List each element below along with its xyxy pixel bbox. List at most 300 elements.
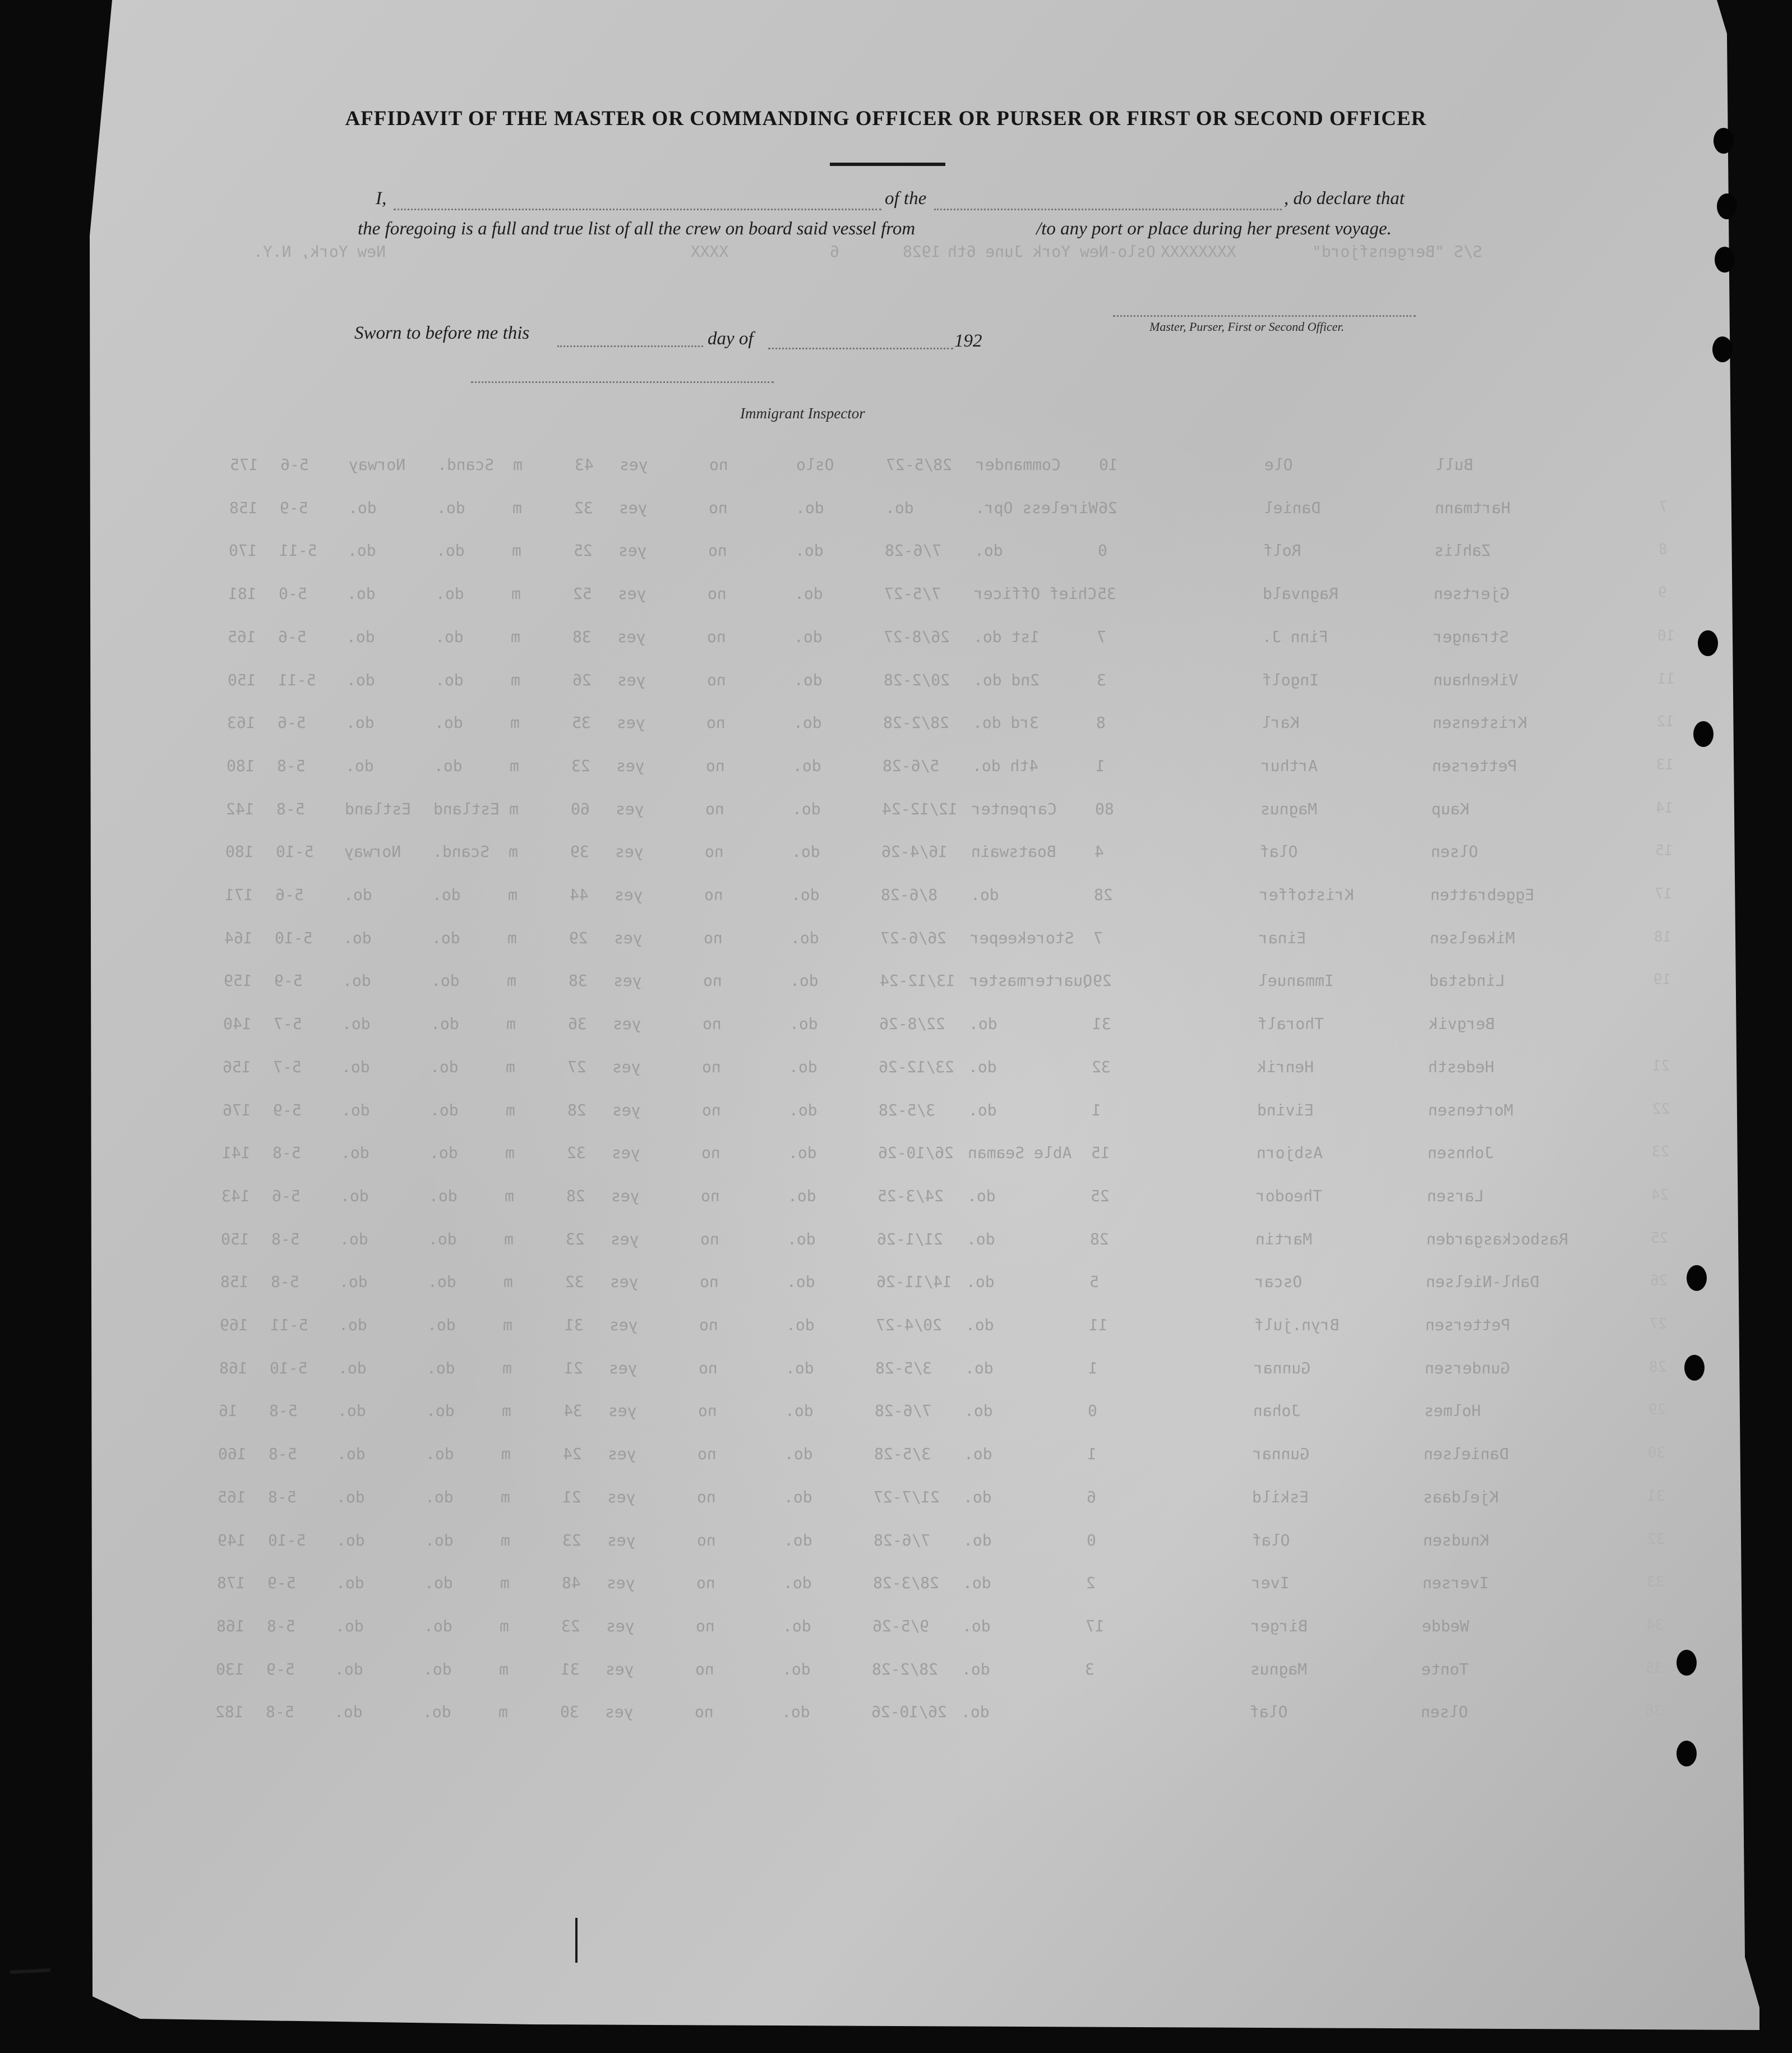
row-number: 22 xyxy=(1652,1101,1670,1118)
row-able-to-read: yes xyxy=(613,971,642,990)
row-years: 10 xyxy=(1099,455,1118,474)
row-position: Wireless Opr. xyxy=(975,499,1098,517)
row-position: do. xyxy=(963,1531,992,1549)
row-race: do. xyxy=(432,929,460,947)
row-first-name: Martin xyxy=(1255,1230,1312,1248)
row-height: 5-6 xyxy=(275,885,304,904)
row-first-name: Magnus xyxy=(1260,800,1317,818)
row-first-name: Rolf xyxy=(1263,541,1301,560)
row-number: 18 xyxy=(1654,929,1672,945)
row-first-name: Magnus xyxy=(1250,1660,1307,1678)
row-weight: 182 xyxy=(215,1703,244,1721)
row-height: 5-6 xyxy=(277,713,306,732)
row-engaged-date: 5/6-28 xyxy=(882,756,939,775)
row-surname: Lindstad xyxy=(1429,971,1505,990)
row-race: do. xyxy=(427,1272,456,1291)
row-age: 23 xyxy=(571,756,590,775)
row-height: 5-6 xyxy=(278,628,307,646)
crew-row xyxy=(0,1531,1792,1553)
row-race: do. xyxy=(436,584,464,603)
show-through-header-4: 6 xyxy=(830,242,839,261)
row-discharged: no xyxy=(708,584,727,603)
row-discharged: no xyxy=(703,971,722,990)
row-engaged-date: 9/5-26 xyxy=(872,1617,929,1635)
row-years: 1 xyxy=(1091,1101,1101,1119)
row-number: 7 xyxy=(1659,499,1668,515)
row-age: 25 xyxy=(574,541,593,560)
row-height: 5-8 xyxy=(269,1445,297,1463)
row-height: 5-7 xyxy=(274,1014,302,1033)
row-position: do. xyxy=(968,1058,997,1076)
row-age: 29 xyxy=(569,929,588,947)
row-years: 8 xyxy=(1096,713,1106,732)
row-first-name: Finn J. xyxy=(1262,628,1329,646)
row-engaged-place: do. xyxy=(792,800,821,818)
row-weight: 180 xyxy=(225,842,254,861)
row-engaged-place: do. xyxy=(787,1230,816,1248)
row-age: 23 xyxy=(565,1230,585,1248)
show-through-header-3: 1928 xyxy=(903,242,941,261)
row-race: do. xyxy=(430,1058,459,1076)
row-age: 34 xyxy=(564,1401,583,1420)
row-position: do. xyxy=(963,1488,992,1506)
row-race: do. xyxy=(428,1187,458,1205)
row-years: 5 xyxy=(1089,1272,1099,1291)
row-weight: 150 xyxy=(220,1230,250,1248)
row-engaged-date: 28/3-28 xyxy=(872,1574,939,1592)
row-first-name: Ole xyxy=(1264,455,1293,474)
row-first-name: Ingolf xyxy=(1262,671,1319,689)
row-able-to-read: yes xyxy=(605,1660,634,1678)
row-position: do. xyxy=(971,885,999,904)
row-engaged-date: 20/2-28 xyxy=(883,671,950,689)
row-discharged: no xyxy=(701,1143,721,1162)
row-years: 7 xyxy=(1097,628,1107,646)
row-nationality: do. xyxy=(335,1574,364,1592)
row-sex: m xyxy=(507,929,517,947)
row-nationality: do. xyxy=(336,1488,365,1506)
declaration-i-label: I, xyxy=(376,188,387,209)
row-race: do. xyxy=(429,1143,458,1162)
crew-row xyxy=(0,1058,1792,1080)
row-sex: m xyxy=(498,1660,509,1678)
row-height: 5-8 xyxy=(266,1617,295,1635)
row-age: 35 xyxy=(571,713,591,732)
row-engaged-place: do. xyxy=(783,1574,812,1592)
row-engaged-date: 3/5-28 xyxy=(874,1445,931,1463)
row-height: 5-9 xyxy=(267,1574,296,1592)
row-weight: 181 xyxy=(228,584,257,603)
row-weight: 168 xyxy=(216,1617,245,1635)
row-nationality: do. xyxy=(348,541,376,560)
row-weight: 164 xyxy=(224,929,253,947)
row-race: do. xyxy=(435,671,464,689)
row-able-to-read: yes xyxy=(619,499,648,517)
row-sex: m xyxy=(506,1014,516,1033)
row-number: 23 xyxy=(1651,1143,1669,1160)
row-position: 2nd do. xyxy=(973,671,1040,689)
row-able-to-read: yes xyxy=(608,1401,637,1420)
row-engaged-date: 26/10-26 xyxy=(877,1143,954,1162)
row-years: 1 xyxy=(1087,1445,1097,1463)
row-surname: Iversen xyxy=(1422,1574,1489,1592)
row-height: 5-8 xyxy=(276,800,305,818)
row-engaged-date: 8/6-28 xyxy=(881,885,938,904)
row-engaged-place: do. xyxy=(795,584,823,603)
row-discharged: no xyxy=(703,1014,722,1033)
row-weight: 168 xyxy=(219,1359,248,1377)
row-height: 5-7 xyxy=(273,1058,302,1076)
row-nationality: do. xyxy=(339,1230,368,1248)
row-surname: Gjertsen xyxy=(1434,584,1510,603)
row-engaged-date: 21/7-27 xyxy=(874,1488,940,1506)
row-age: 31 xyxy=(565,1316,584,1334)
row-surname: Stranger xyxy=(1433,628,1509,646)
row-age: 31 xyxy=(560,1660,580,1678)
row-able-to-read: yes xyxy=(606,1574,635,1592)
row-years: 15 xyxy=(1091,1143,1110,1162)
row-engaged-date: 21/1-26 xyxy=(876,1230,943,1248)
row-years: 3 xyxy=(1096,671,1106,689)
row-discharged: no xyxy=(700,1187,720,1205)
row-engaged-date: 7/6-28 xyxy=(875,1401,932,1420)
row-number: 29 xyxy=(1648,1401,1666,1418)
row-discharged: no xyxy=(705,756,725,775)
row-years: 1 xyxy=(1095,756,1105,775)
row-number: 8 xyxy=(1659,541,1668,558)
row-weight: 16 xyxy=(219,1401,238,1420)
row-number: 15 xyxy=(1655,842,1673,859)
declaration-of-the-label: of the xyxy=(885,188,927,209)
margin-tick xyxy=(575,1918,578,1963)
row-first-name: Eivind xyxy=(1257,1101,1314,1119)
row-height: 5-11 xyxy=(270,1316,308,1334)
row-surname: Rasbockasgarden xyxy=(1426,1230,1568,1248)
row-sex: m xyxy=(501,1445,511,1463)
row-weight: 169 xyxy=(220,1316,248,1334)
row-position: do. xyxy=(962,1617,991,1635)
row-engaged-place: do. xyxy=(784,1488,812,1506)
row-sex: m xyxy=(506,1058,516,1076)
row-number: 10 xyxy=(1657,628,1675,644)
row-height: 5-6 xyxy=(280,455,309,474)
crew-row xyxy=(0,499,1792,521)
row-engaged-date: 26/10-26 xyxy=(871,1703,947,1721)
row-engaged-date: 7/6-28 xyxy=(885,541,942,560)
row-discharged: no xyxy=(694,1703,714,1721)
row-height: 5-11 xyxy=(278,671,316,689)
declaration-line2-a: the foregoing is a full and true list of all the crew on board said vessel from xyxy=(358,219,916,239)
row-race: do. xyxy=(423,1617,452,1635)
row-engaged-place: do. xyxy=(784,1445,813,1463)
row-discharged: no xyxy=(708,541,727,560)
row-able-to-read: yes xyxy=(612,1058,641,1076)
row-engaged-place: do. xyxy=(796,499,824,517)
row-weight: 171 xyxy=(225,885,253,904)
row-weight: 130 xyxy=(215,1660,244,1678)
row-race: do. xyxy=(431,971,460,990)
row-nationality: do. xyxy=(346,671,375,689)
row-surname: Dahl-Nielsen xyxy=(1425,1272,1540,1291)
row-able-to-read: yes xyxy=(616,756,645,775)
row-able-to-read: yes xyxy=(613,1014,641,1033)
row-surname: Mortensen xyxy=(1428,1101,1513,1119)
row-weight: 141 xyxy=(221,1143,251,1162)
row-surname: Bull xyxy=(1435,455,1474,474)
row-race: do. xyxy=(427,1359,455,1377)
row-first-name: Arthur xyxy=(1260,756,1318,775)
row-nationality: do. xyxy=(339,1316,367,1334)
row-nationality: Norway xyxy=(349,455,406,474)
row-height: 5-10 xyxy=(267,1531,306,1549)
crew-row xyxy=(0,1143,1792,1166)
crew-row xyxy=(0,1230,1792,1252)
row-age: 26 xyxy=(572,671,592,689)
row-number: 31 xyxy=(1647,1488,1665,1505)
row-race: do. xyxy=(432,885,461,904)
row-sex: m xyxy=(505,1101,515,1119)
row-position: do. xyxy=(966,1272,995,1291)
row-engaged-place: do. xyxy=(782,1617,811,1635)
row-years: 7 xyxy=(1093,929,1103,947)
row-weight: 170 xyxy=(229,541,257,560)
row-engaged-date: 16/4-26 xyxy=(881,842,948,861)
row-age: 28 xyxy=(566,1187,585,1205)
row-nationality: do. xyxy=(338,1401,366,1420)
row-years: 3 xyxy=(1084,1660,1094,1678)
row-first-name: Immanuel xyxy=(1258,971,1334,990)
row-first-name: Olaf xyxy=(1259,842,1298,861)
row-age: 48 xyxy=(561,1574,581,1592)
row-number: 24 xyxy=(1651,1187,1669,1203)
row-race: do. xyxy=(425,1488,454,1506)
row-height: 5-8 xyxy=(272,1143,301,1162)
row-engaged-place: do. xyxy=(783,1531,812,1549)
row-position: Storekeeper xyxy=(970,929,1074,947)
row-nationality: do. xyxy=(343,971,371,990)
row-race: do. xyxy=(423,1660,452,1678)
row-surname: Olsen xyxy=(1430,842,1479,861)
row-engaged-date: 28/2-28 xyxy=(883,713,949,732)
row-age: 38 xyxy=(572,628,592,646)
signature-line xyxy=(1113,315,1416,317)
row-years: 6 xyxy=(1087,1488,1097,1506)
row-sex: m xyxy=(508,842,518,861)
row-number: 32 xyxy=(1647,1531,1665,1548)
crew-row xyxy=(0,1488,1792,1510)
row-surname: Kristensen xyxy=(1432,713,1527,732)
row-number: 19 xyxy=(1654,971,1671,988)
row-able-to-read: yes xyxy=(606,1617,635,1635)
row-age: 38 xyxy=(569,971,588,990)
crew-row xyxy=(0,1660,1792,1682)
row-surname: Pettersen xyxy=(1425,1316,1511,1334)
row-able-to-read: yes xyxy=(620,455,648,474)
row-height: 5-8 xyxy=(269,1401,298,1420)
row-engaged-date: 20/4-27 xyxy=(876,1316,943,1334)
row-height: 5-8 xyxy=(265,1703,294,1721)
row-engaged-date: 3/5-28 xyxy=(878,1101,935,1119)
row-height: 5-10 xyxy=(275,842,314,861)
row-discharged: no xyxy=(695,1617,715,1635)
row-age: 43 xyxy=(575,455,594,474)
row-race: do. xyxy=(422,1703,451,1721)
crew-row xyxy=(0,1272,1792,1295)
crew-row xyxy=(0,455,1792,478)
crew-row xyxy=(0,1101,1792,1123)
row-number: 30 xyxy=(1648,1445,1666,1461)
row-years: 28 xyxy=(1089,1230,1109,1248)
row-engaged-place: do. xyxy=(795,541,824,560)
row-height: 5-6 xyxy=(271,1187,301,1205)
row-discharged: no xyxy=(699,1272,719,1291)
row-height: 5-10 xyxy=(275,929,313,947)
row-discharged: no xyxy=(706,713,726,732)
row-first-name: Gunnar xyxy=(1253,1445,1310,1463)
row-sex: m xyxy=(508,885,518,904)
row-nationality: do. xyxy=(334,1703,363,1721)
row-first-name: Iver xyxy=(1251,1574,1290,1592)
sworn-label: Sworn to before me this xyxy=(354,323,530,343)
row-discharged: no xyxy=(706,671,726,689)
row-first-name: Karl xyxy=(1261,713,1300,732)
row-height: 5-8 xyxy=(268,1488,297,1506)
row-surname: Hedesth xyxy=(1428,1058,1495,1076)
row-able-to-read: yes xyxy=(618,541,647,560)
row-number: 9 xyxy=(1658,584,1667,601)
crew-row xyxy=(0,885,1792,908)
row-surname: Tonte xyxy=(1421,1660,1469,1678)
row-race: do. xyxy=(424,1574,453,1592)
row-race: do. xyxy=(426,1445,454,1463)
row-age: 32 xyxy=(565,1272,584,1291)
row-first-name: Johan xyxy=(1253,1401,1301,1420)
row-nationality: do. xyxy=(340,1143,370,1162)
crew-row xyxy=(0,541,1792,564)
affidavit-title: AFFIDAVIT OF THE MASTER OR COMMANDING OFFICER OR PURSER OR FIRST OR SECOND OFFICER xyxy=(345,107,1427,130)
row-surname: Johnsen xyxy=(1427,1143,1494,1162)
row-years: 0 xyxy=(1098,541,1108,560)
row-weight: 160 xyxy=(218,1445,247,1463)
row-discharged: no xyxy=(695,1660,714,1678)
crew-row xyxy=(0,1187,1792,1209)
row-weight: 158 xyxy=(229,499,258,517)
row-nationality: do. xyxy=(336,1531,365,1549)
row-discharged: no xyxy=(696,1531,716,1549)
row-age: 23 xyxy=(562,1531,581,1549)
row-weight: 150 xyxy=(227,671,256,689)
row-engaged-date: 28/2-28 xyxy=(871,1660,938,1678)
title-underline xyxy=(830,163,945,166)
row-sex: m xyxy=(511,584,521,603)
crew-row xyxy=(0,1316,1792,1338)
row-age: 21 xyxy=(564,1359,583,1377)
row-nationality: do. xyxy=(348,499,377,517)
row-engaged-date: 14/11-26 xyxy=(876,1272,952,1291)
row-surname: Kjeldaas xyxy=(1423,1488,1499,1506)
row-position: Commander xyxy=(976,455,1061,474)
crew-row xyxy=(0,671,1792,693)
row-position: do. xyxy=(962,1574,991,1592)
row-number: 33 xyxy=(1646,1574,1664,1590)
row-height: 5-9 xyxy=(280,499,308,517)
row-engaged-place: do. xyxy=(793,713,822,732)
row-first-name: Asbjorn xyxy=(1256,1143,1323,1162)
row-sex: m xyxy=(500,1574,510,1592)
row-able-to-read: yes xyxy=(609,1359,638,1377)
row-engaged-date: 24/3-25 xyxy=(877,1187,944,1205)
show-through-header-vessel: S/S "Bergensfjord" xyxy=(1312,242,1482,261)
row-surname: Zahlis xyxy=(1434,541,1491,560)
row-weight: 140 xyxy=(223,1014,252,1033)
row-height: 5-0 xyxy=(279,584,307,603)
row-surname: Holmes xyxy=(1424,1401,1481,1420)
row-engaged-date: 12/12-24 xyxy=(881,800,958,818)
row-sex: m xyxy=(507,971,517,990)
show-through-header-route: Oslo-New York June 6th xyxy=(948,242,1156,261)
row-able-to-read: yes xyxy=(610,1230,639,1248)
row-weight: 163 xyxy=(227,713,256,732)
row-discharged: no xyxy=(699,1359,718,1377)
row-position: Quartermaster xyxy=(969,971,1093,990)
row-position: do. xyxy=(966,1316,994,1334)
row-able-to-read: yes xyxy=(615,885,643,904)
row-weight: 159 xyxy=(224,971,252,990)
row-first-name: Daniel xyxy=(1264,499,1321,517)
row-height: 5-10 xyxy=(270,1359,308,1377)
row-sex: m xyxy=(501,1488,511,1506)
row-engaged-date: 26/6-27 xyxy=(880,929,947,947)
row-position: Boatswain xyxy=(971,842,1056,861)
row-able-to-read: yes xyxy=(617,628,646,646)
row-engaged-date: 3/5-28 xyxy=(875,1359,932,1377)
row-race: do. xyxy=(424,1531,454,1549)
row-able-to-read: yes xyxy=(604,1703,634,1721)
row-first-name: Henrik xyxy=(1257,1058,1314,1076)
row-years: 26 xyxy=(1098,499,1117,517)
row-engaged-place: do. xyxy=(781,1703,810,1721)
row-weight: 149 xyxy=(217,1531,246,1549)
crew-row xyxy=(0,1401,1792,1424)
row-engaged-place: do. xyxy=(792,756,821,775)
row-sex: m xyxy=(505,1143,515,1162)
row-engaged-place: do. xyxy=(794,628,823,646)
row-weight: 158 xyxy=(220,1272,249,1291)
row-number: 11 xyxy=(1657,671,1675,688)
row-surname: Wedde xyxy=(1421,1617,1469,1635)
row-number: 12 xyxy=(1656,713,1674,730)
row-number: 27 xyxy=(1650,1316,1668,1332)
row-position: Chief Officer xyxy=(974,584,1097,603)
row-surname: Kaup xyxy=(1431,800,1470,818)
row-position: do. xyxy=(967,1187,996,1205)
row-race: do. xyxy=(431,1014,459,1033)
crew-row xyxy=(0,1359,1792,1381)
day-blank xyxy=(557,345,703,347)
row-discharged: no xyxy=(700,1230,719,1248)
row-years: 31 xyxy=(1092,1014,1112,1033)
row-weight: 176 xyxy=(222,1101,251,1119)
crew-row xyxy=(0,1445,1792,1467)
row-race: do. xyxy=(437,499,465,517)
row-discharged: no xyxy=(699,1316,718,1334)
row-height: 5-8 xyxy=(270,1272,299,1291)
crew-row xyxy=(0,971,1792,994)
row-sex: m xyxy=(499,1617,509,1635)
row-sex: m xyxy=(512,541,522,560)
row-position: do. xyxy=(966,1230,995,1248)
row-sex: m xyxy=(502,1359,512,1377)
